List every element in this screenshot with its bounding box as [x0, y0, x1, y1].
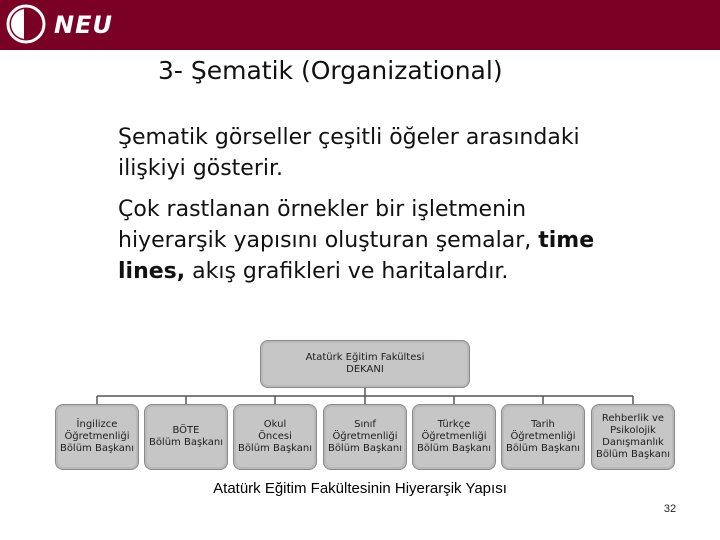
org-node-rehberlik: Rehberlik ve Psikolojik Danışmanlık Bölüm Başkanı [591, 404, 675, 470]
header-bar [0, 0, 720, 50]
paragraph-1 [118, 122, 618, 184]
paragraph-2-tail: akış grafikleri ve haritalardır. [185, 259, 509, 284]
neu-logo-icon [6, 4, 46, 44]
page-number: 32 [663, 503, 677, 515]
org-chart [55, 338, 675, 474]
slide-body [118, 122, 618, 297]
paragraph-2-bold: time lines, [118, 228, 595, 284]
figure-caption: Atatürk Eğitim Fakültesinin Hiyerarşik Yapısı [213, 480, 507, 497]
paragraph-2-text: Çok rastlanan örnekler bir işletmenin hiyerarşik yapısını oluşturan şemalar, [118, 197, 539, 253]
org-root-dean: Atatürk Eğitim Fakültesi DEKANI [260, 340, 470, 388]
logo-text: NEU [54, 11, 113, 39]
org-node-turkce: Türkçe Öğretmenliği Bölüm Başkanı [412, 404, 496, 470]
paragraph-1-text: Şematik görseller çeşitli öğeler arasındaki ilişkiyi gösterir. [118, 125, 580, 181]
org-node-tarih: Tarih Öğretmenliği Bölüm Başkanı [501, 404, 585, 470]
org-node-bote: BÖTE Bölüm Başkanı [144, 404, 228, 470]
paragraph-2 [118, 194, 618, 287]
org-node-okul-oncesi: Okul Öncesi Bölüm Başkanı [233, 404, 317, 470]
org-node-sinif: Sınıf Öğretmenliği Bölüm Başkanı [323, 404, 407, 470]
slide-title: 3- Şematik (Organizational) [158, 56, 503, 85]
org-node-ingilizce: İngilizce Öğretmenliği Bölüm Başkanı [55, 404, 139, 470]
